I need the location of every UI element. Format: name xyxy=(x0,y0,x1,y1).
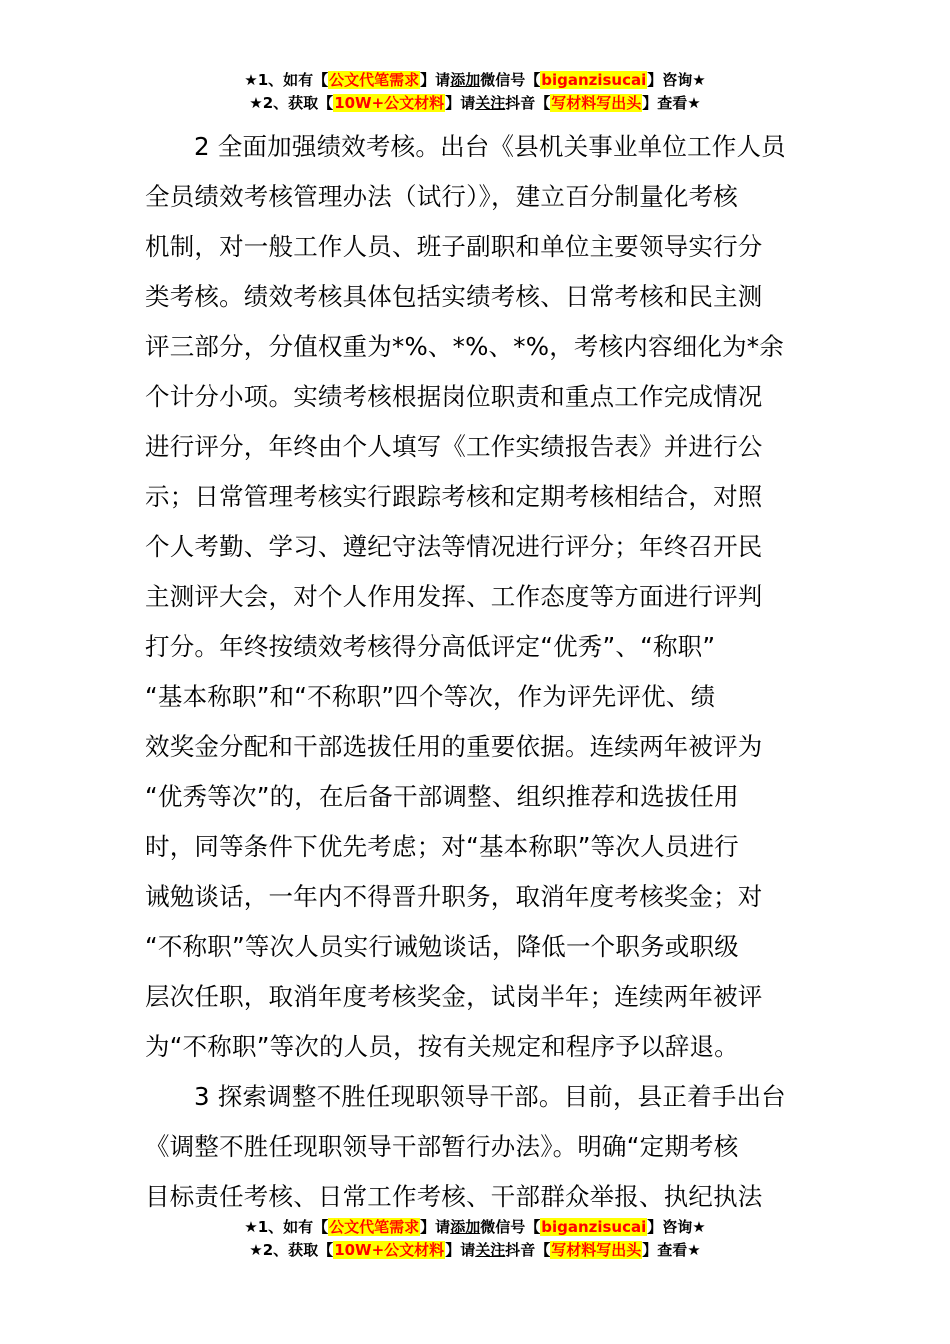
banner-text: ★1、如有【 xyxy=(244,71,329,89)
paragraph-line: 打分。年终按绩效考核得分高低评定“优秀”、“称职” xyxy=(145,632,716,661)
banner-text: ★2、获取【 xyxy=(249,94,334,112)
banner-text: 微信号【 xyxy=(480,71,541,89)
banner-highlight: 公文代笔需求 xyxy=(329,71,420,89)
paragraph-line: 目标责任考核、日常工作考核、干部群众举报、执纪执法 xyxy=(145,1182,763,1211)
paragraph-line: 示；日常管理考核实行跟踪考核和定期考核相结合，对照 xyxy=(145,482,763,511)
banner-text: 】请 xyxy=(420,71,451,89)
document-body xyxy=(145,122,810,1222)
banner-text: 】请 xyxy=(445,1241,476,1259)
header-banner xyxy=(0,69,950,115)
banner-underline-text: 关注 xyxy=(475,94,506,112)
banner-text: 】查看★ xyxy=(642,1241,701,1259)
banner-text: 抖音【 xyxy=(505,94,551,112)
paragraph-line: 2 全面加强绩效考核。出台《县机关事业单位工作人员 xyxy=(194,132,786,161)
banner-highlight: biganzisucai xyxy=(541,1218,647,1236)
paragraph-line: 个计分小项。实绩考核根据岗位职责和重点工作完成情况 xyxy=(145,382,763,411)
banner-highlight: 写材料写出头 xyxy=(551,94,642,112)
paragraph-line: 机制，对一般工作人员、班子副职和单位主要领导实行分 xyxy=(145,232,763,261)
banner-text: 】请 xyxy=(445,94,476,112)
banner-highlight: 10W+公文材料 xyxy=(334,1241,445,1259)
footer-banner xyxy=(0,1216,950,1262)
banner-line-1 xyxy=(0,1216,950,1239)
paragraph-line: “基本称职”和“不称职”四个等次，作为评先评优、绩 xyxy=(145,682,716,711)
banner-text: ★2、获取【 xyxy=(249,1241,334,1259)
banner-line-1 xyxy=(0,69,950,92)
paragraph-line: 评三部分，分值权重为*%、*%、*%，考核内容细化为*余 xyxy=(145,332,784,361)
banner-text: 】咨询★ xyxy=(647,1218,706,1236)
paragraph-line: 时，同等条件下优先考虑；对“基本称职”等次人员进行 xyxy=(145,832,739,861)
banner-highlight: 公文代笔需求 xyxy=(329,1218,420,1236)
paragraph-line: 类考核。绩效考核具体包括实绩考核、日常考核和民主测 xyxy=(145,282,763,311)
paragraph-line: 为“不称职”等次的人员，按有关规定和程序予以辞退。 xyxy=(145,1032,739,1061)
paragraph-line: 全员绩效考核管理办法（试行）》，建立百分制量化考核 xyxy=(145,182,738,211)
banner-text: 】请 xyxy=(420,1218,451,1236)
paragraph-line: “不称职”等次人员实行诫勉谈话，降低一个职务或职级 xyxy=(145,932,739,961)
banner-text: 】咨询★ xyxy=(647,71,706,89)
banner-line-2 xyxy=(0,92,950,115)
paragraph-line: 主测评大会，对个人作用发挥、工作态度等方面进行评判 xyxy=(145,582,763,611)
paragraph-line: 3 探索调整不胜任现职领导干部。目前，县正着手出台 xyxy=(194,1082,786,1111)
banner-line-2 xyxy=(0,1239,950,1262)
banner-text: 微信号【 xyxy=(480,1218,541,1236)
paragraph-line: 层次任职，取消年度考核奖金，试岗半年；连续两年被评 xyxy=(145,982,763,1011)
banner-highlight: biganzisucai xyxy=(541,71,647,89)
paragraph-line: “优秀等次”的，在后备干部调整、组织推荐和选拔任用 xyxy=(145,782,739,811)
paragraph-line: 诫勉谈话，一年内不得晋升职务，取消年度考核奖金；对 xyxy=(145,882,763,911)
banner-highlight: 写材料写出头 xyxy=(551,1241,642,1259)
banner-underline-text: 关注 xyxy=(475,1241,506,1259)
banner-highlight: 10W+公文材料 xyxy=(334,94,445,112)
paragraph-line: 效奖金分配和干部选拔任用的重要依据。连续两年被评为 xyxy=(145,732,763,761)
banner-text: 】查看★ xyxy=(642,94,701,112)
banner-underline-text: 添加 xyxy=(450,71,481,89)
banner-underline-text: 添加 xyxy=(450,1218,481,1236)
banner-text: 抖音【 xyxy=(505,1241,551,1259)
paragraph-line: 个人考勤、学习、遵纪守法等情况进行评分；年终召开民 xyxy=(145,532,763,561)
paragraph-line: 《调整不胜任现职领导干部暂行办法》。明确“定期考核 xyxy=(145,1132,739,1161)
banner-text: ★1、如有【 xyxy=(244,1218,329,1236)
paragraph-line: 进行评分，年终由个人填写《工作实绩报告表》并进行公 xyxy=(145,432,763,461)
